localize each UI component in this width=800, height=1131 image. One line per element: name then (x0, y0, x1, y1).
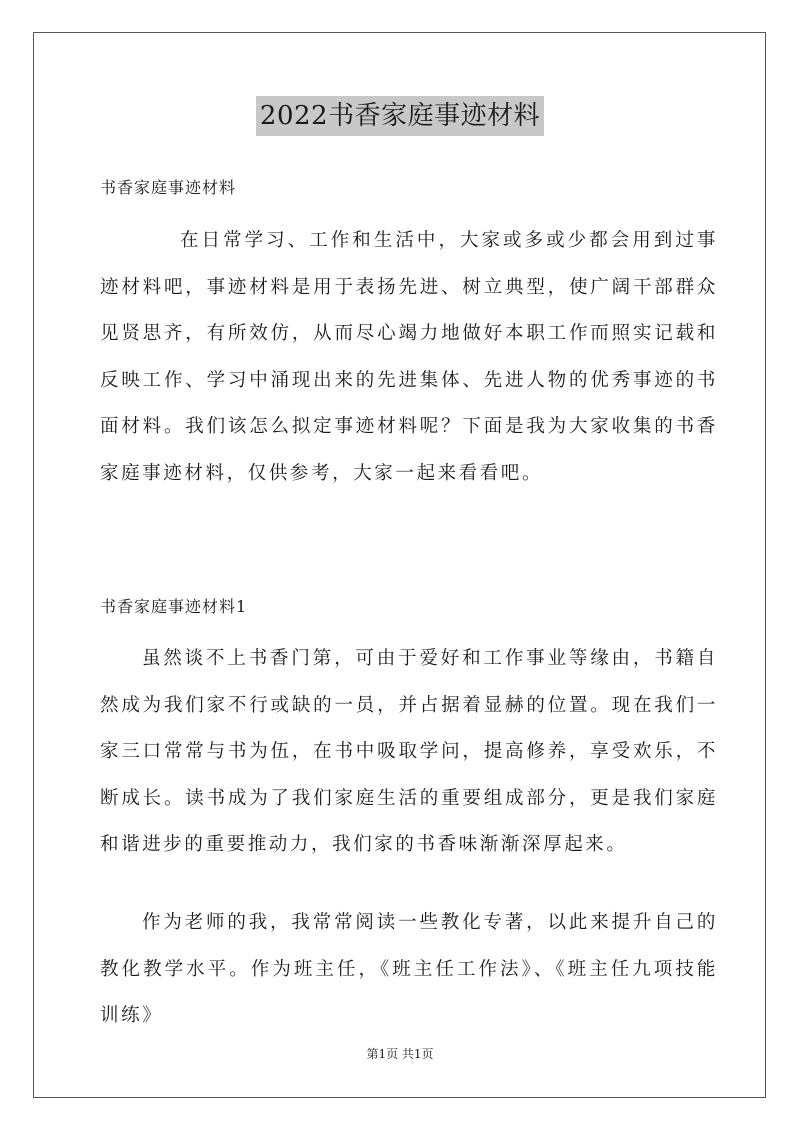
section1-paragraph-1: 虽然谈不上书香门第，可由于爱好和工作事业等缘由，书籍自然成为我们家不行或缺的一员，并占据着显赫的位置。现在我们一家三口常常与书为伍，在书中吸取学问，提高修养，享受欢乐，不断成长。读书成为了我们家庭生活的重要组成部分，更是我们家庭和谐进步的重要推动力，我们家的书香味渐渐深厚起来。 (100, 648, 718, 855)
title-container (0, 96, 800, 136)
section1-heading: 书香家庭事迹材料1 (100, 597, 248, 616)
page-footer: 第1页 共1页 (366, 1047, 434, 1061)
document-title: 2022书香家庭事迹材料 (256, 96, 544, 136)
intro-paragraph: 在日常学习、工作和生活中，大家或多或少都会用到过事迹材料吧，事迹材料是用于表扬先进、树立典型，使广阔干部群众见贤思齐，有所效仿，从而尽心竭力地做好本职工作而照实记载和反映工作、学习中涌现出来的先进集体、先进人物的优秀事迹的书面材料。我们该怎么拟定事迹材料呢？下面是我为大家收集的书香家庭事迹材料，仅供参考，大家一起来看看吧。 (100, 230, 718, 484)
section1-paragraph-2: 作为老师的我，我常常阅读一些教化专著，以此来提升自己的教化教学水平。作为班主任，《班主任工作法》、《班主任九项技能训练》 (100, 912, 718, 1026)
intro-heading: 书香家庭事迹材料 (100, 178, 237, 197)
